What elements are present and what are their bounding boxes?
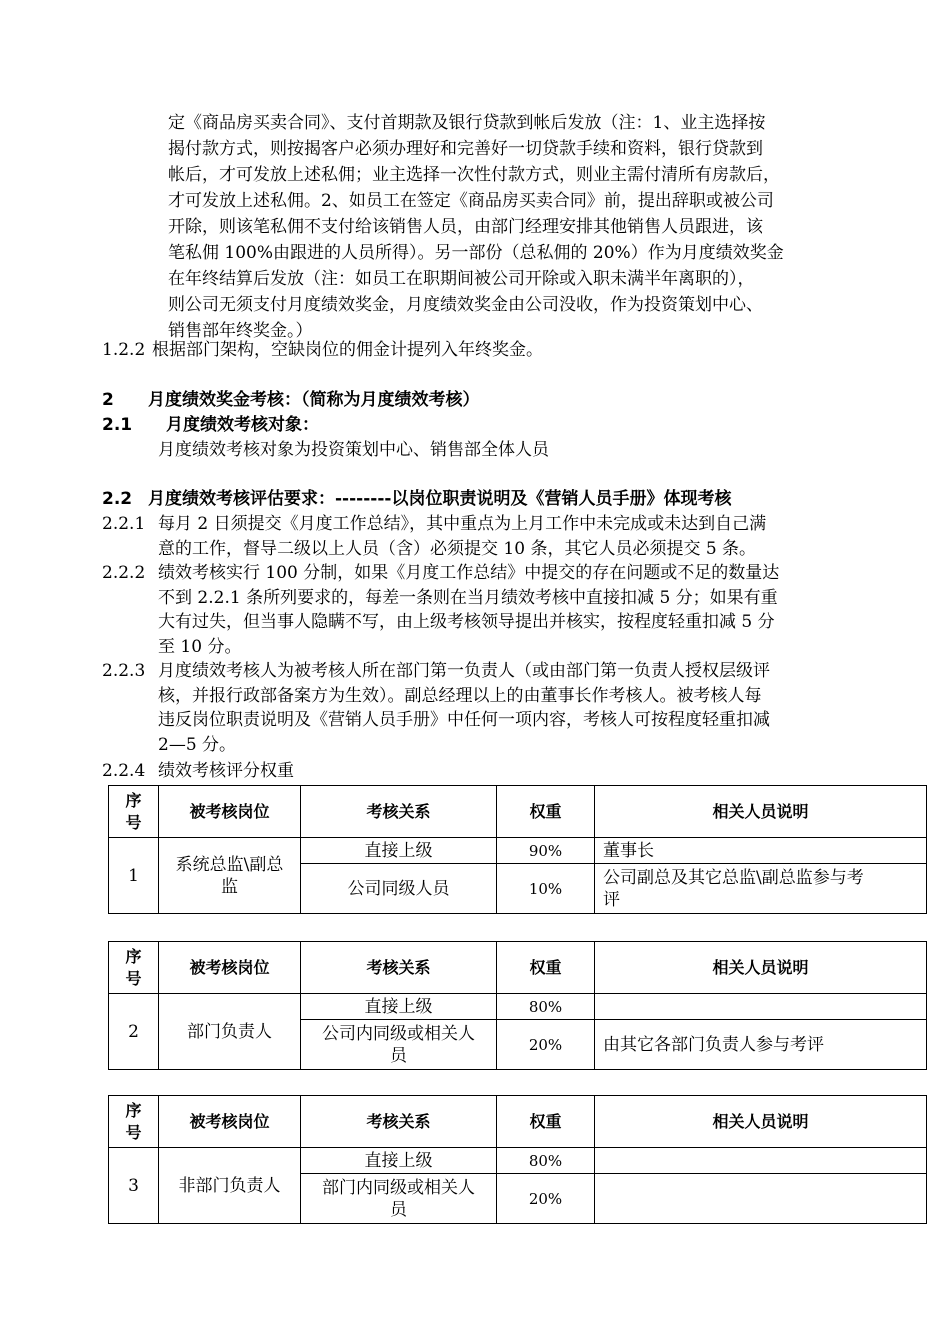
cell-weight: 80% [497, 994, 595, 1020]
cell-note [595, 994, 927, 1020]
cell-relation: 部门内同级或相关人 员 [301, 1174, 497, 1224]
section-2-2-2-text [158, 561, 779, 659]
cell-note [595, 1148, 927, 1174]
header-position: 被考核岗位 [159, 1096, 301, 1148]
cell-position: 部门负责人 [159, 994, 301, 1070]
section-2-heading: 月度绩效奖金考核：（简称为月度绩效考核） [148, 390, 480, 410]
text-line: 至 10 分。 [158, 636, 242, 657]
header-relation: 考核关系 [301, 786, 497, 838]
text-line: 绩效考核实行 100 分制，如果《月度工作总结》中提交的存在问题或不足的数量达 [158, 563, 780, 583]
text-line: 开除，则该笔私佣不支付给该销售人员，由部门经理安排其他销售人员跟进，该 [168, 217, 763, 237]
section-2-2-heading: 月度绩效考核评估要求：--------以岗位职责说明及《营销人员手册》体现考核 [148, 489, 732, 509]
text-line: 销售部年终奖金。） [168, 321, 313, 341]
section-2-2-1-text [158, 512, 766, 561]
header-relation: 考核关系 [301, 942, 497, 994]
text-line: 揭付款方式，则按揭客户必须办理好和完善好一切贷款手续和资料，银行贷款到 [168, 139, 763, 159]
section-2-2-1-number: 2.2.1 [102, 514, 146, 534]
section-2-2-4-text: 绩效考核评分权重 [158, 761, 294, 781]
header-weight: 权重 [497, 786, 595, 838]
text-line: 定《商品房买卖合同》、支付首期款及银行贷款到帐后发放（注：1、业主选择按 [168, 113, 766, 133]
cell-weight: 10% [497, 864, 595, 914]
text-line: 大有过失，但当事人隐瞒不写，由上级考核领导提出并核实，按程度轻重扣减 5 分 [158, 612, 775, 632]
text-line: 则公司无须支付月度绩效奖金，月度绩效奖金由公司没收，作为投资策划中心、 [168, 295, 763, 315]
table-row [109, 994, 927, 1020]
header-weight: 权重 [497, 942, 595, 994]
cell-relation: 直接上级 [301, 838, 497, 864]
table-row [109, 1148, 927, 1174]
header-weight: 权重 [497, 1096, 595, 1148]
table-row [109, 838, 927, 864]
cell-note [595, 1174, 927, 1224]
section-2-2-3-number: 2.2.3 [102, 661, 146, 681]
section-2-number: 2 [102, 390, 114, 410]
text-line: 才可发放上述私佣。2、如员工在签定《商品房买卖合同》前，提出辞职或被公司 [168, 191, 774, 211]
header-seq: 序 号 [109, 1096, 159, 1148]
header-position: 被考核岗位 [159, 786, 301, 838]
cell-weight: 80% [497, 1148, 595, 1174]
text-line: 违反岗位职责说明及《营销人员手册》中任何一项内容，考核人可按程度轻重扣减 [158, 710, 770, 730]
weight-table-3 [108, 1095, 927, 1224]
header-note: 相关人员说明 [595, 942, 927, 994]
table-header-row [109, 786, 927, 838]
cell-relation: 公司同级人员 [301, 864, 497, 914]
weight-table-1 [108, 785, 927, 914]
table-header-row [109, 1096, 927, 1148]
header-position: 被考核岗位 [159, 942, 301, 994]
section-1-2-2 [102, 338, 145, 362]
text-line: 不到 2.2.1 条所列要求的，每差一条则在当月绩效考核中直接扣减 5 分；如果有重 [158, 587, 778, 608]
header-note: 相关人员说明 [595, 1096, 927, 1148]
text-line: 意的工作，督导二级以上人员（含）必须提交 10 条，其它人员必须提交 5 条。 [158, 538, 757, 559]
section-2-2-4-number: 2.2.4 [102, 761, 146, 781]
cell-relation: 直接上级 [301, 994, 497, 1020]
section-2-1-body: 月度绩效考核对象为投资策划中心、销售部全体人员 [158, 440, 549, 460]
cell-weight: 20% [497, 1174, 595, 1224]
section-2-2-2-number: 2.2.2 [102, 563, 146, 583]
section-number: 1.2.2 [102, 340, 146, 360]
text-line: 笔私佣 100%由跟进的人员所得）。另一部份（总私佣的 20%）作为月度绩效奖金 [168, 243, 784, 263]
cell-note: 公司副总及其它总监\副总监参与考 评 [595, 864, 927, 914]
cell-note: 由其它各部门负责人参与考评 [595, 1020, 927, 1070]
section-2-2-number: 2.2 [102, 489, 133, 509]
section-1-2-2-text: 根据部门架构，空缺岗位的佣金计提列入年终奖金。 [152, 340, 543, 360]
header-relation: 考核关系 [301, 1096, 497, 1148]
section-2-2-3-text [158, 659, 770, 757]
text-line: 核，并报行政部备案方为生效）。副总经理以上的由董事长作考核人。被考核人每 [158, 685, 762, 706]
cell-note: 董事长 [595, 838, 927, 864]
cell-weight: 90% [497, 838, 595, 864]
cell-position: 系统总监\副总 监 [159, 838, 301, 914]
header-note: 相关人员说明 [595, 786, 927, 838]
section-2-1-heading: 月度绩效考核对象： [166, 415, 319, 435]
cell-weight: 20% [497, 1020, 595, 1070]
cell-relation: 公司内同级或相关人 员 [301, 1020, 497, 1070]
text-line: 2—5 分。 [158, 734, 237, 755]
table-header-row [109, 942, 927, 994]
text-line: 月度绩效考核人为被考核人所在部门第一负责人（或由部门第一负责人授权层级评 [158, 661, 770, 681]
text-line: 帐后，才可发放上述私佣；业主选择一次性付款方式，则业主需付清所有房款后， [168, 165, 780, 185]
intro-paragraph [168, 110, 868, 344]
text-line: 每月 2 日须提交《月度工作总结》，其中重点为上月工作中未完成或未达到自己满 [158, 514, 767, 534]
header-seq: 序 号 [109, 942, 159, 994]
header-seq: 序 号 [109, 786, 159, 838]
section-2-1-number: 2.1 [102, 415, 133, 435]
cell-seq: 2 [109, 994, 159, 1070]
cell-relation: 直接上级 [301, 1148, 497, 1174]
text-line: 在年终结算后发放（注：如员工在职期间被公司开除或入职未满半年离职的）， [168, 269, 755, 289]
cell-seq: 3 [109, 1148, 159, 1224]
cell-position: 非部门负责人 [159, 1148, 301, 1224]
cell-seq: 1 [109, 838, 159, 914]
weight-table-2 [108, 941, 927, 1070]
